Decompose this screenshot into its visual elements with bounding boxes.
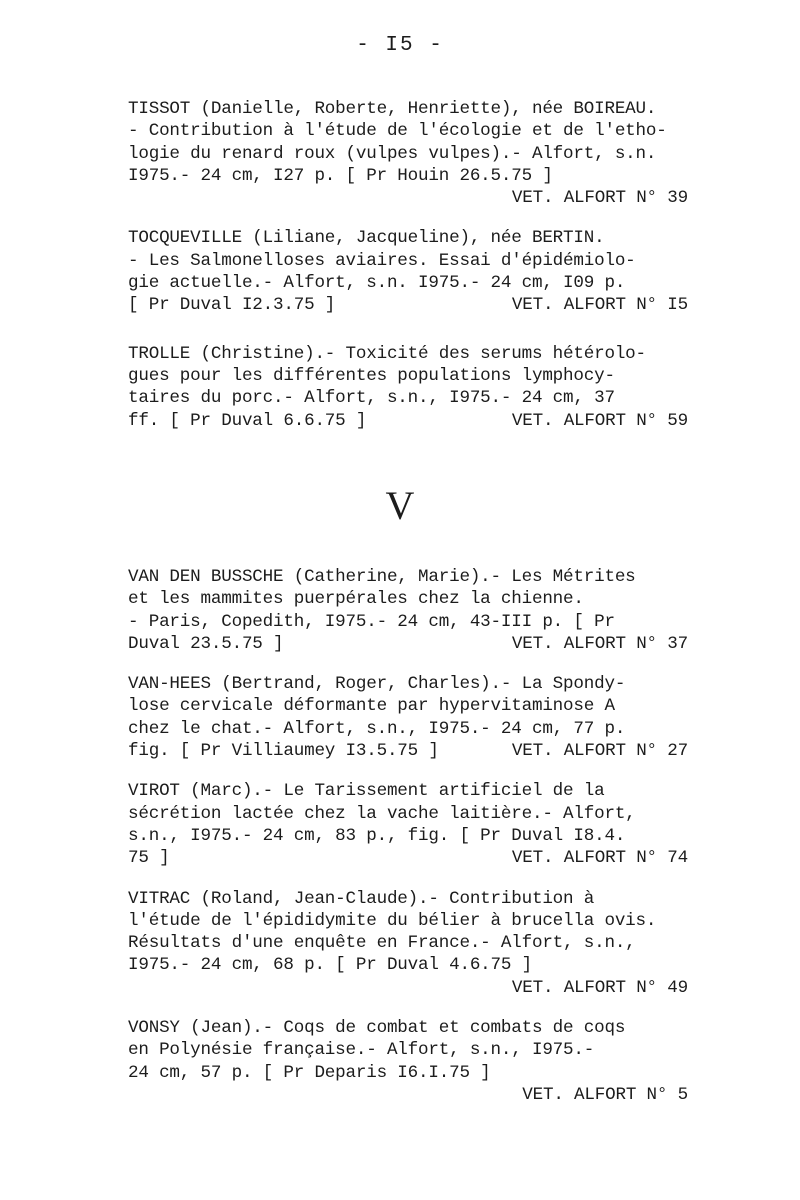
entry-line: I975.- 24 cm, 68 p. [ Pr Duval 4.6.75 ] [128,955,532,976]
catalog-entry [128,227,688,316]
entries-section-t [128,98,688,450]
entry-line: lose cervicale déformante par hypervitaminose A [128,696,615,717]
entry-line [128,847,688,869]
call-number: VET. ALFORT N° 74 [511,848,688,869]
entry-line: VAN DEN BUSSCHE (Catherine, Marie).- Les Métrites [128,567,636,587]
entry-line: - Paris, Copedith, I975.- 24 cm, 43-III p. [ Pr [128,611,615,632]
entry-line: Résultats d'une enquête en France.- Alfort, s.n., [128,933,636,954]
entry-line [128,633,688,655]
entry-last-line: ff. [ Pr Duval 6.6.75 ] [128,410,367,431]
entry-line: 24 cm, 57 p. [ Pr Deparis I6.I.75 ] [128,1062,491,1083]
entry-line: et les mammites puerpérales chez la chienne. [128,589,584,610]
call-number: VET. ALFORT N° 39 [511,188,688,209]
call-number: VET. ALFORT N° 59 [511,410,688,431]
catalog-entry [128,888,688,999]
entry-line: TOCQUEVILLE (Liliane, Jacqueline), née BERTIN. [128,228,605,249]
entry-line: - Contribution à l'étude de l'écologie et de l'etho- [128,121,667,142]
entry-line: VITRAC (Roland, Jean-Claude).- Contribution à [128,888,595,909]
entry-line: I975.- 24 cm, I27 p. [ Pr Houin 26.5.75 ] [128,165,553,186]
catalog-entry [128,780,688,869]
entry-line: gues pour les différentes populations lymphocy- [128,365,615,386]
entry-last-line: fig. [ Pr Villiaumey I3.5.75 ] [128,741,439,762]
catalog-entry [128,566,688,655]
call-number: VET. ALFORT N° 27 [511,741,688,762]
entry-line: VIROT (Marc).- Le Tarissement artificiel de la [128,781,605,802]
entry-line: gie actuelle.- Alfort, s.n. I975.- 24 cm, I09 p. [128,273,626,294]
catalog-entry [128,98,688,209]
entry-line: en Polynésie française.- Alfort, s.n., I975.- [128,1040,595,1061]
entry-line [128,740,688,762]
entry-line: - Les Salmonelloses aviaires. Essai d'épidémiolo- [128,250,636,271]
call-number: VET. ALFORT N° 37 [511,633,688,654]
entry-line: s.n., I975.- 24 cm, 83 p., fig. [ Pr Duval I8.4. [128,825,626,846]
entry-line: TISSOT (Danielle, Roberte, Henriette), née BOIREAU. [128,99,657,119]
entry-last-line: Duval 23.5.75 ] [128,633,284,654]
call-number: VET. ALFORT N° 49 [511,977,688,998]
entry-last-line: [ Pr Duval I2.3.75 ] [128,295,336,316]
catalog-entry [128,343,688,432]
call-number: VET. ALFORT N° 5 [522,1084,688,1105]
entries-section-v [128,566,688,1124]
entry-line: TROLLE (Christine).- Toxicité des serums hétérolo- [128,343,646,364]
entry-last-line: 75 ] [128,848,170,869]
entry-line: sécrétion lactée chez la vache laitière.- Alfort, [128,803,636,824]
entry-line [128,294,688,316]
entry-line: l'étude de l'épididymite du bélier à brucella ovis. [128,910,657,931]
entry-line: VONSY (Jean).- Coqs de combat et combats de coqs [128,1018,626,1039]
entry-line: taires du porc.- Alfort, s.n., I975.- 24 cm, 37 [128,388,615,409]
catalog-entry [128,673,688,762]
entry-line: VAN-HEES (Bertrand, Roger, Charles).- La Spondy- [128,674,626,695]
entry-line: chez le chat.- Alfort, s.n., I975.- 24 cm, 77 p. [128,718,626,739]
entry-line: logie du renard roux (vulpes vulpes).- Alfort, s.n. [128,143,657,164]
page-number: - I5 - [356,34,444,57]
entry-line [128,410,688,432]
call-number: VET. ALFORT N° I5 [511,295,688,316]
catalog-entry [128,1017,688,1106]
letter-heading: V [385,483,415,528]
